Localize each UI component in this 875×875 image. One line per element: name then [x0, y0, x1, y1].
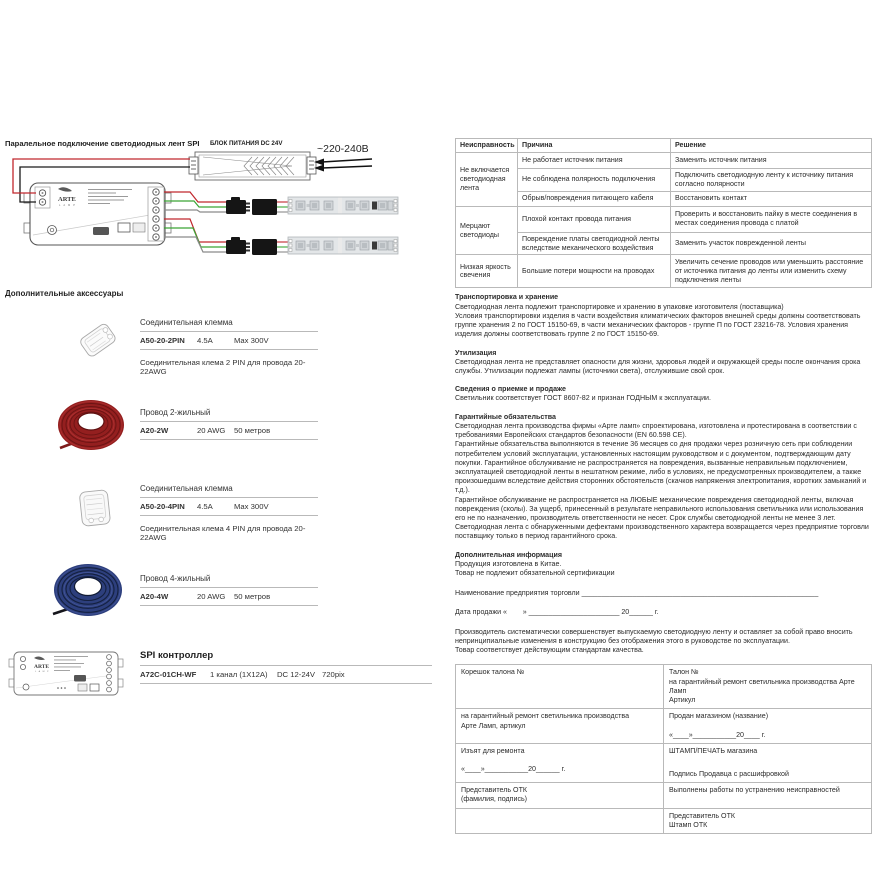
wire-blue-coil-image [45, 560, 125, 620]
wiring-diagram-graphic [0, 135, 440, 270]
ts-fault: Не включается светодиодная лента [456, 153, 518, 207]
product-name: Провод 4-жильный [140, 574, 318, 588]
product-spec: 4.5A [197, 336, 213, 345]
ts-cause: Повреждение платы светодиодной ленты вследствие механического воздействия [518, 232, 671, 255]
product-model: A50-20-2PIN [140, 336, 185, 345]
warranty-line: Арте Ламп, артикул [461, 721, 526, 730]
mains-arrows [314, 159, 372, 172]
ts-solution: Заменить участок поврежденной ленты [671, 232, 872, 255]
product-name: Соединительная клемма [140, 318, 318, 332]
product-item [140, 318, 318, 376]
ts-fault: Мерцают светодиоды [456, 206, 518, 255]
ts-cause: Обрыв/повреждения питающего кабеля [518, 191, 671, 206]
warranty-cell [664, 709, 872, 743]
warranty-line: Продан магазином (название) [669, 712, 769, 721]
section-text: Светодиодная лента производства фирмы «Арте ламп» спроектирована, изготовлена и протестирована в соответствии с требованиями Европейских стандартов безопасности (EN 60.598 CE). [455, 421, 857, 440]
product-name: Соединительная клемма [140, 484, 318, 498]
psu-label: БЛОК ПИТАНИЯ DC 24V [210, 140, 283, 147]
ts-solution: Увеличить сечение проводов или уменьшить расстояние от источника питания до ленты или изменить схему подключения ленты [671, 255, 872, 288]
diagram-title: Паралельное подключение светодиодных лент SPI [5, 139, 200, 148]
product-model: A20-4W [140, 592, 169, 601]
connector-2pin-image [74, 315, 124, 365]
ts-cause: Не работает источник питания [518, 153, 671, 169]
connector-4pin-image [70, 484, 120, 534]
warranty-line: на гарантийный ремонт светильника производства Арте Ламп [669, 677, 855, 695]
warranty-line: на гарантийный ремонт светильника производства [461, 712, 630, 721]
led-strip-1 [288, 197, 398, 214]
warranty-line: Артикул [669, 696, 696, 705]
warranty-line: Корешок талона № [461, 668, 525, 677]
warranty-cell [664, 665, 872, 709]
ts-header-solution: Решение [671, 139, 872, 153]
ts-solution: Заменить источник питания [671, 153, 872, 169]
product-desc: Соединительная клема 2 PIN для провода 20-22AWG [140, 358, 306, 376]
product-spec: 50 метров [234, 426, 271, 435]
strip2-connector [226, 237, 277, 255]
producer-note: Производитель систематически совершенствует выпускаемую светодиодную ленту и оставляет за собой право вносить непринципиальные изменения в конструкцию без отображения этого в руководстве по эксплуатации. [455, 627, 853, 645]
ts-header-cause: Причина [518, 139, 671, 153]
arte-logo-subtext: L A M P [35, 671, 50, 673]
ts-solution: Проверить и восстановить пайку в месте соединения в местах соединения провода с платой [671, 206, 872, 232]
product-spec: DC 12-24V [277, 670, 316, 679]
warranty-line: Талон № [669, 668, 699, 677]
accessories-heading: Дополнительные аксессуары [5, 289, 124, 298]
product-name: SPI контроллер [140, 650, 432, 666]
warranty-line: Подпись Продавца с расшифровкой [669, 769, 789, 778]
product-item [140, 484, 318, 542]
warranty-line: Представитель ОТК [461, 786, 528, 795]
section-text: Светильник соответствует ГОСТ 8607-82 и признан ГОДНЫМ к эксплуатации. [455, 394, 711, 403]
product-spec: 50 метров [234, 592, 271, 601]
troubleshooting-table [455, 138, 872, 288]
ts-cause: Плохой контакт провода питания [518, 206, 671, 232]
ts-cause: Большие потери мощности на проводах [518, 255, 671, 288]
product-model: A72C-01CH-WF [140, 670, 197, 679]
section-heading-acceptance: Сведения о приемке и продаже [455, 385, 566, 394]
ts-fault: Низкая яркость свечения [456, 255, 518, 288]
controller-box [24, 183, 171, 245]
trade-name-blank-field: Наименование предприятия торговли ____________________________________________________________ [455, 589, 819, 598]
right-column [455, 138, 872, 834]
spi-controller-image [6, 646, 128, 701]
section-heading-disposal: Утилизация [455, 348, 497, 357]
warranty-line: ШТАМП/ПЕЧАТЬ магазина [669, 746, 758, 755]
warranty-cell [456, 709, 664, 743]
psu-box [189, 152, 316, 180]
warranty-cell [664, 808, 872, 833]
ts-solution: Подключить светодиодную ленту к источнику питания согласно полярности [671, 169, 872, 192]
section-heading-additional: Дополнительная информация [455, 550, 562, 559]
section-text: Гарантийные обязательства выполняются в течение 36 месяцев со дня продажи через розничную сеть при соблюдении потребителем условий эксплуатации, установленных настоящим руководством и с документом, подтверждающим дату покупки. Гарантийное обслуживание не распространяется на повреждения, вызванные неправильным подключением, эксплуатацией светодиодной ленты в нештатном режиме, либо в условиях, не предусмотренных производителем, а также произошедшим вследствие действия сторонних обстоятельств (скачков напряжения электропитания, коротких замыканий и т.д.). [455, 440, 867, 495]
ts-header-fault: Неисправность [456, 139, 518, 153]
section-heading-transport: Транспортировка и хранение [455, 293, 559, 302]
section-text: Продукция изготовлена в Китае. [455, 559, 562, 568]
warranty-line: Штамп ОТК [669, 820, 708, 829]
quality-note: Товар соответствует действующим стандартам качества. [455, 646, 644, 655]
arte-logo-text: ARTE [58, 196, 76, 203]
product-item [140, 408, 318, 440]
section-text: Гарантийное обслуживание не распространяется на ЛЮБЫЕ механические повреждения светодиодной ленты, включая повреждения (сколы). За ущерб, принесенный в результате неправильного использования светильника или использования его не по назначению, производитель ответственности не несет. Срок службы светодиодной ленты не менее 3 лет. Светодиодная лента с обнаруженными дефектами производственного характера возвращается через предприятие торговли поставщику только в период гарантийного срока. [455, 495, 869, 541]
section-text: Светодиодная лента подлежит транспортировке и хранению в упаковке изготовителя (поставщика) [455, 302, 784, 311]
section-text: Светодиодная лента не представляет опасности для жизни, здоровья людей и окружающей среды после окончания срока службы. Утилизации подлежат лампы (источники света), отслужившие свой срок. [455, 357, 861, 375]
warranty-line: Изъят для ремонта [461, 746, 525, 755]
warranty-card-table [455, 664, 872, 834]
product-spec: Max 300V [234, 336, 269, 345]
product-spec: 4.5A [197, 502, 213, 511]
product-name: Провод 2-жильный [140, 408, 318, 422]
product-spec: Max 300V [234, 502, 269, 511]
warranty-cell [664, 783, 872, 808]
product-item [140, 650, 432, 684]
arte-logo-text: ARTE [34, 664, 50, 670]
product-model: A20-2W [140, 426, 169, 435]
mains-voltage-label: ~220-240В [317, 143, 369, 155]
product-spec: 20 AWG [197, 592, 226, 601]
ts-cause: Не соблюдена полярность подключения [518, 169, 671, 192]
led-strip-2 [288, 237, 398, 254]
warranty-line: Выполнены работы по устранению неисправностей [669, 786, 840, 795]
warranty-line: (фамилия, подпись) [461, 795, 528, 804]
section-heading-warranty: Гарантийные обязательства [455, 412, 556, 421]
product-spec: 20 AWG [197, 426, 226, 435]
warranty-blank-date: «____»___________20______ г. [461, 764, 566, 773]
warranty-cell [456, 743, 664, 782]
section-text: Условия транспортировки изделия в части воздействия климатических факторов внешней среды должны соответствовать группе хранения 2 по ГОСТ 15150-69, в части механических факторов - группе П по ГОСТ 23216-78. Условия хранения изделия должны соответствовать группе 2 по ГОСТ 15150-69. [455, 311, 861, 339]
warranty-cell [456, 665, 664, 709]
warranty-cell [664, 743, 872, 782]
product-model: A50-20-4PIN [140, 502, 185, 511]
product-spec: 1 канал (1X12A) [210, 670, 268, 679]
arte-logo-subtext: L A M P [59, 204, 77, 207]
section-text: Товар не подлежит обязательной сертификации [455, 569, 615, 578]
ts-solution: Восстановить контакт [671, 191, 872, 206]
warranty-blank-date: «____»___________20____ г. [669, 730, 766, 739]
product-item [140, 574, 318, 606]
warranty-cell [456, 808, 664, 833]
sale-date-blank-field: Дата продажи « » _______________________ 20______ г. [455, 607, 659, 616]
wire-red-coil-image [50, 396, 128, 454]
strip1-connector [226, 197, 277, 215]
product-desc: Соединительная клема 4 PIN для провода 20-22AWG [140, 524, 306, 542]
product-spec: 720pix [322, 670, 345, 679]
warranty-line: Представитель ОТК [669, 811, 736, 820]
warranty-cell [456, 783, 664, 808]
